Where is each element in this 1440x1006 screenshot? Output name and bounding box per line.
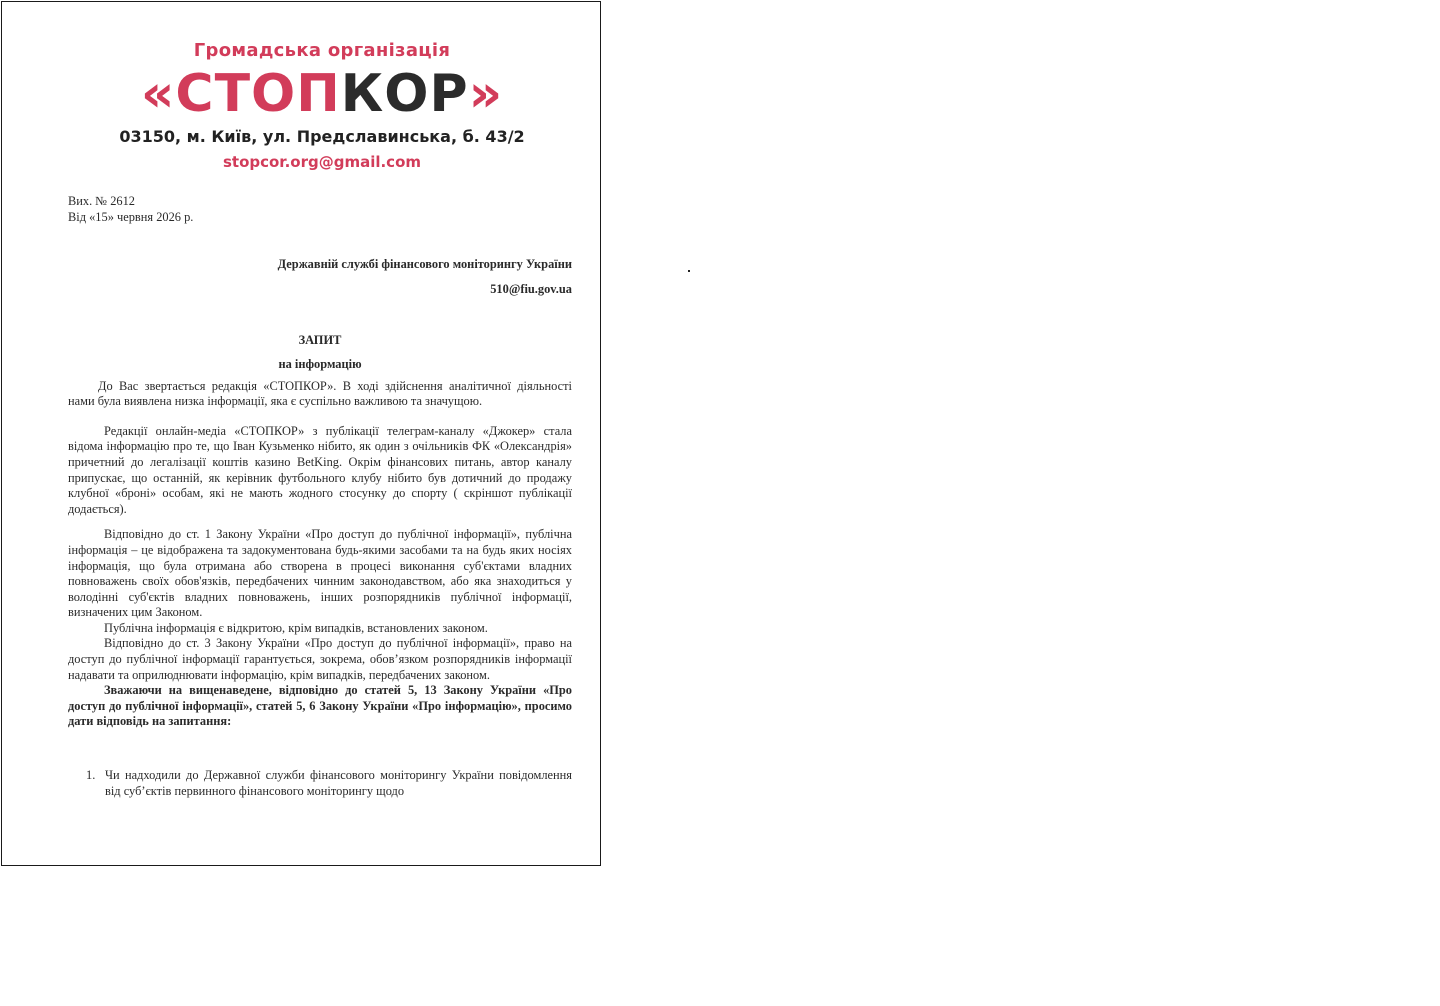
organization-address: 03150, м. Київ, ул. Предславинська, б. 43/2 xyxy=(119,127,525,146)
paragraph-request: Зважаючи на вищенаведене, відповідно до статей 5, 13 Закону України «Про доступ до публічної інформації», статей 5, 6 Закону України «Про інформацію», просимо дати відповідь на запитання: xyxy=(68,683,572,729)
question-text: Чи надходили до Державної служби фінансового моніторингу України повідомлення від суб’єктів первинного фінансового моніторингу щодо xyxy=(105,768,572,798)
letter-body xyxy=(68,194,572,799)
recipient-name: Державній службі фінансового моніторингу України xyxy=(277,257,572,272)
recipient-block xyxy=(68,257,572,297)
paragraph-intro: До Вас звертається редакція «СТОПКОР». В ході здійснення аналітичної діяльності нами була виявлена низка інформації, яка є суспільно важливою та значущою. xyxy=(68,378,572,409)
stray-dot xyxy=(688,270,690,272)
paragraph-law-article-1: Відповідно до ст. 1 Закону України «Про доступ до публічної інформації», публічна інформація – це відображена та задокументована будь-якими засобами та на будь яких носіях інформація, що була отримана або створена в процесі виконання суб'єктами владних повноважень своїх обов'язків, передбачених чинним законодавством, або яка знаходиться у володінні суб'єктів владних повноважень, інших розпорядників публічної інформації, визначених цим Законом. xyxy=(68,527,572,620)
document-subtitle: на інформацію xyxy=(278,356,362,371)
recipient-email: 510@fiu.gov.ua xyxy=(490,281,572,296)
letterhead xyxy=(2,40,601,172)
questions-list xyxy=(68,768,572,799)
list-item xyxy=(68,768,572,799)
organization-email: stopcor.org@gmail.com xyxy=(222,153,422,171)
brand-logo: «СТОПКОР» xyxy=(140,64,504,124)
outgoing-number: Вих. № 2612 xyxy=(68,194,135,208)
question-number: 1. xyxy=(86,768,96,783)
paragraph-public-info: Публічна інформація є відкритою, крім випадків, встановлених законом. xyxy=(104,620,488,635)
outgoing-date: Від «15» червня 2026 р. xyxy=(68,209,194,224)
outgoing-info xyxy=(68,194,572,225)
organization-name: Громадська організація xyxy=(193,40,451,61)
document-title: ЗАПИТ xyxy=(298,333,342,348)
paragraph-publication: Редакції онлайн-медіа «СТОПКОР» з публікації телеграм-каналу «Джокер» стала відома інформацію про те, що Іван Кузьменко нібито, як один з очільників ФК «Олександрія» причетний до легалізації коштів казино BetKing. Окрім фінансових питань, автор каналу припускає, що останній, як керівник футбольного клубу нібито був дотичний до продажу клубної «броні» особам, які не мають жодного стосунку до спорту ( скріншот публікації додається). xyxy=(68,423,572,516)
paragraph-law-article-3: Відповідно до ст. 3 Закону України «Про доступ до публічної інформації», право на доступ до публічної інформації гарантується, зокрема, обов’язком розпорядників інформації надавати та оприлюднювати інформацію, крім випадків, передбачених законом. xyxy=(68,636,572,682)
document-page xyxy=(1,1,601,866)
